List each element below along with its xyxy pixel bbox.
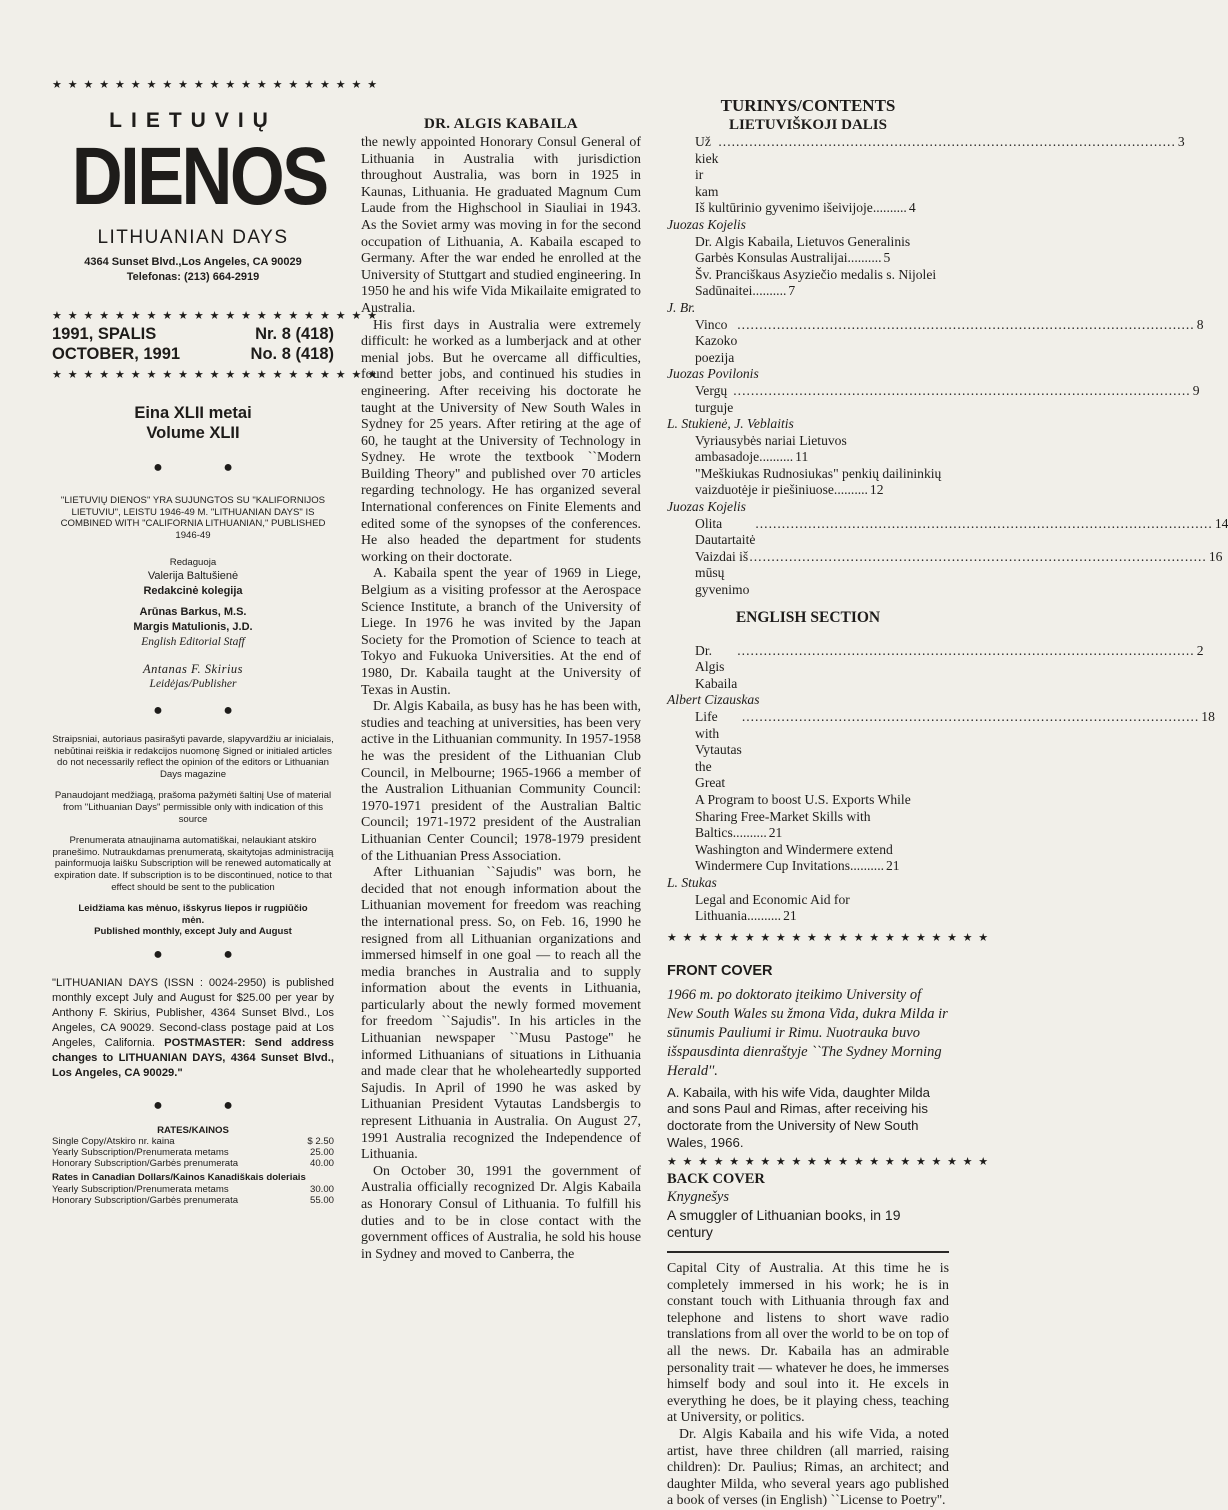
star-divider: ★★★★★★★★★★★★★★★★★★★★★	[667, 1156, 994, 1169]
back-cover-caption: A smuggler of Lithuanian books, in 19 century	[667, 1207, 901, 1241]
toc-entry-title: Legal and Economic Aid for Lithuania	[695, 891, 854, 924]
article-paragraph: His first days in Australia were extremely difficult: he worked as a lumberjack and at other menial jobs. But he overcame all difficulties, found better jobs, and continued his studies in engineering. After receiving his doctorate he taught at the University of New South Wales in Sydney for 25 years. After retiring at the age of 60, he taught at the University of Technology in Sydney. He wrote the textbook ``Modern Building Theory'' and published over 70 articles regarding technology. He has organized several International conferences on Finite Elements and edited some of the synopses of the conferences. He also headed the department for students working on their doctorate.	[361, 317, 641, 565]
issue-row-en	[52, 344, 334, 364]
edited-by-label: Redaguoja	[169, 557, 217, 569]
toc-leader-dots	[749, 549, 1206, 599]
toc-entry-title: Už kiek ir kam	[695, 134, 722, 199]
toc-en-section: ENGLISH SECTION	[735, 608, 881, 626]
star-divider: ★★★★★★★★★★★★★★★★★★★★★	[52, 310, 383, 322]
phone: Telefonas: (213) 664-2919	[126, 271, 260, 283]
toc-entry-title: Vinco Kazoko poezija	[695, 316, 741, 365]
masthead-column	[52, 78, 383, 1207]
rate-label: Yearly Subscription/Prenumerata metams	[52, 1184, 229, 1196]
back-cover-title: Knygnešys	[667, 1189, 730, 1206]
toc-entry	[667, 842, 949, 875]
toc-leader-dots: ..........	[847, 250, 882, 266]
masthead-logo: DIENOS	[71, 131, 327, 222]
divider-rule	[667, 1251, 949, 1253]
toc-entry-title: Vyriausybės nariai Lietuvos ambasadoje	[695, 432, 851, 465]
rate-row	[52, 1136, 334, 1147]
toc-entry	[667, 200, 949, 217]
article-paragraph: After Lithuanian ``Sajudis'' was born, he decided that not enough information about the Lithuanian movement for freedom was reaching the international press. So, on Feb. 16, 1990 he resigned from all Lithuanian organizations and immersed himself in one goal — to reach all the media branches in Australia and to supply information about the events in Lithuania, particularly about the newly formed movement for freedom ``Sajudis''. In his articles in the Lithuanian newspaper ``Musu Pastoge'' he informed Lithuanians of situations in Lithuania and made clear that he wholeheartedly supported Sajudis. In April of 1990 he was asked by Lithuanian President Vytautas Landsbergis to represent Lithuania in Australia. On August 27, 1991 Australia recognized the Independence of Lithuania.	[361, 865, 641, 1163]
toc-page-number: 14	[1214, 515, 1228, 531]
star-divider: ★★★★★★★★★★★★★★★★★★★★★	[52, 79, 383, 91]
toc-leader-dots: ..........	[747, 908, 782, 924]
front-cover-caption-en: A. Kabaila, with his wife Vida, daughter Milda and sons Paul and Rimas, after receiving his doctorate from the University of New South Wales, 1966.	[667, 1084, 930, 1150]
toc-leader-dots	[755, 516, 1212, 549]
toc-page-number: 16	[1208, 548, 1223, 564]
rate-label: Honorary Subscription/Garbės prenumerata	[52, 1158, 239, 1170]
toc-entry	[667, 642, 1204, 693]
toc-page-number: 12	[869, 482, 884, 498]
canadian-rates-list	[52, 1184, 334, 1206]
issue-number-en: No. 8 (418)	[250, 345, 334, 363]
toc-author: Albert Cizauskas	[667, 692, 760, 708]
toc-entry-title: A Program to boost U.S. Exports While Sharing Free-Market Skills with Baltics	[695, 791, 915, 841]
toc-entry	[667, 316, 1204, 367]
toc-entry	[667, 134, 1185, 200]
toc-entry-title: Olita Dautartaitė	[695, 515, 756, 548]
toc-leader-dots: ..........	[833, 482, 868, 498]
volume-lt: Eina XLII metai	[134, 404, 252, 422]
article-title: DR. ALGIS KABAILA	[424, 116, 578, 132]
toc-author: L. Stukas	[667, 874, 717, 890]
rate-price: 30.00	[309, 1184, 334, 1196]
toc-author: L. Stukienė, J. Veblaitis	[667, 416, 794, 432]
staff-member: Margis Matulionis, J.D.	[133, 620, 253, 633]
toc-leader-dots	[742, 709, 1199, 792]
toc-leader-dots	[733, 383, 1190, 416]
toc-entry-title: Šv. Pranciškaus Asyziečio medalis s. Nijolei Sadūnaitei	[695, 266, 940, 299]
toc-entry-title: Dr. Algis Kabaila	[695, 642, 738, 691]
staff-member: Arūnas Barkus, M.S.	[139, 605, 247, 618]
rate-label: Yearly Subscription/Prenumerata metams	[52, 1147, 229, 1159]
rate-label: Honorary Subscription/Garbės prenumerata	[52, 1195, 239, 1207]
renewal-notice: Prenumerata atnaujinama automatiškai, nelaukiant atskiro pranešimo. Nutraukdamas prenumeratą, skaitytojas administraciją painformuoja laišku Subscription will be renewed automatically at expiration date. If subscription is to be discontinued, notice to that effect should be sent to the publication	[52, 835, 334, 893]
masthead-subtitle: LITHUANIAN DAYS	[97, 227, 289, 248]
rate-price: 40.00	[309, 1158, 334, 1170]
volume-en: Volume XLII	[146, 424, 240, 442]
toc-page-number: 5	[883, 250, 891, 266]
toc-leader-dots	[737, 317, 1194, 367]
toc-entry	[667, 515, 1228, 549]
editorial-board-label: Redakcinė kolegija	[143, 584, 243, 597]
toc-page-number: 21	[768, 825, 783, 841]
toc-entry-title: Iš kultūrinio gyvenimo išeivijoje	[695, 200, 873, 216]
bullet-divider: ● ●	[153, 459, 261, 476]
rate-row	[52, 1184, 334, 1195]
toc-entry-title: Life with Vytautas the Great	[695, 709, 746, 791]
star-divider: ★★★★★★★★★★★★★★★★★★★★★	[667, 931, 994, 944]
toc-entry-title: Vaizdai iš mūsų gyvenimo	[695, 548, 752, 598]
toc-title: TURINYS/CONTENTS	[720, 96, 896, 115]
rate-row	[52, 1195, 334, 1206]
back-cover-heading: BACK COVER	[667, 1171, 765, 1188]
rate-row	[52, 1158, 334, 1169]
star-divider: ★★★★★★★★★★★★★★★★★★★★★	[52, 369, 383, 381]
article-continuation	[667, 1261, 949, 1510]
toc-entry	[667, 709, 1215, 792]
rate-label: Single Copy/Atskiro nr. kaina	[52, 1136, 175, 1148]
toc-page-number: 9	[1192, 382, 1200, 398]
issue-row-lt	[52, 324, 334, 344]
bullet-divider: ● ●	[153, 701, 261, 719]
toc-entry-title: "Meškiukas Rudnosiukas" penkių dailininkių vaizduotėje ir piešiniuose	[695, 465, 945, 498]
article-paragraph: Dr. Algis Kabaila and his wife Vida, a noted artist, have three children (all married, raising children): Dr. Paulius; Rimas, an architect; and daughter Milda, who several years ago published a book of verses (in English) ``License to Poetry''.	[667, 1427, 949, 1509]
toc-entry-title: Vergų turguje	[695, 382, 734, 415]
rates-list	[52, 1136, 334, 1169]
toc-page-number: 18	[1201, 709, 1215, 724]
bullet-divider: ● ●	[153, 1096, 261, 1114]
toc-en-list	[667, 642, 1215, 925]
toc-page-number: 11	[795, 449, 809, 465]
staff-role: English Editorial Staff	[141, 635, 245, 648]
article-paragraph: A. Kabaila spent the year of 1969 in Liege, Belgium as a visiting professor at the Aerospace Science Institute, a branch of the University of Liege. In 1976 he was invited by the Japan Society for the Promotion of Science to teach at Tokyo and Fukuoka Universities. At the end of 1980, Dr. Kabaila taught at the University of Texas in Austin.	[361, 566, 641, 698]
publisher-role: Leidėjas/Publisher	[149, 677, 237, 690]
toc-page-number: 3	[1177, 134, 1185, 149]
article-paragraph: Dr. Algis Kabaila, as busy has he has been with, studies and teaching at universities, has been very active in the Lithuanian community. In 1957-1958 he was the president of the Lithuanian Club Council, in Melbourne; 1965-1966 a member of the Australion Lithuanian Community Council: 1970-1971 president of the Australian Baltic Council; 1971-1972 president of the Australian Lithuanian Center Council; 1978-1979 president of the Lithuanian Press Association.	[361, 699, 641, 864]
toc-entry	[667, 466, 949, 499]
rate-price: 55.00	[309, 1195, 334, 1207]
rate-row	[52, 1147, 334, 1158]
toc-page-number: 21	[783, 908, 797, 924]
toc-lt-section: LIETUVIŠKOJI DALIS	[729, 117, 887, 133]
reuse-notice: Panaudojant medžiagą, prašoma pažymėti šaltinį Use of material from "Lithuanian Days" permissible only with indication of this source	[54, 790, 332, 825]
toc-leader-dots: ..........	[872, 200, 907, 216]
issue-date-en: OCTOBER, 1991	[52, 345, 181, 363]
issn-text: "LITHUANIAN DAYS (ISSN : 0024-2950) is published monthly except July and August for $25.00 per year by Anthony F. Skirius, Publisher, 4364 Sunset Blvd., Los Angeles, CA 90029. Second-class postage paid at Los Angeles, California.	[52, 976, 334, 1049]
masthead-top-word: LIETUVIŲ	[109, 109, 277, 132]
toc-entry	[667, 792, 949, 842]
issn-postmaster: POSTMASTER: Send address changes to LITHUANIAN DAYS, 4364 Sunset Blvd., Los Angeles, CA 90029."	[52, 1036, 335, 1079]
opinion-notice: Straipsniai, autoriaus pasirašyti pavarde, slapyvardžiu ar inicialais, nebūtinai reiškia ir redakcijos nuomonę Signed or initialed articles do not necessarily reflect the opinion of the editors or Lithuanian Days magazine	[52, 733, 334, 780]
rate-price: 25.00	[309, 1147, 334, 1159]
toc-leader-dots: ..........	[732, 825, 767, 841]
issue-date-lt: 1991, SPALIS	[52, 325, 157, 343]
toc-leader-dots: ..........	[850, 858, 884, 874]
article-paragraph: the newly appointed Honorary Consul General of Lithuania in Australia with jurisdiction throughout Australia, was born in 1925 in Kaunas, Lithuania. He graduated Magnum Cum Laude from the Highschool in Siauliai in 1943. As the Soviet army was moving in for the second occupation of Lithuania, A. Kabaila escaped to Germany. After the war ended he enrolled at the University of Stuttgart and studied engineering. In 1950 he and his wife Vida Mikailaite emigrated to Australia.	[361, 135, 641, 316]
front-cover-caption-lt: 1966 m. po doktorato įteikimo University of New South Wales su žmona Vida, dukra Milda ir sūnumis Pauliumi ir Rimu. Nuotrauka buvo išspausdinta dienraštyje ``The Sydney Morning Herald''.	[667, 986, 948, 1079]
toc-entry	[667, 548, 1223, 599]
toc-page-number: 4	[908, 200, 916, 216]
toc-page-number: 21	[885, 858, 900, 874]
toc-author: Juozas Kojelis	[667, 216, 746, 232]
contents-column	[667, 96, 1228, 1510]
toc-lt-list	[667, 134, 1228, 599]
monthly-notice-lt: Leidžiama kas mėnuo, išskyrus liepos ir rugpiūčio mėn.	[78, 903, 308, 926]
article-paragraph: On October 30, 1991 the government of Australia officially recognized Dr. Algis Kabaila as Honorary Consul of Lithuania. To fulfill his duties and to be in close contact with the government offices of Australia, he sold his house in Sydney and moved to Canberra, the	[361, 1163, 641, 1262]
toc-leader-dots: ..........	[752, 283, 787, 299]
toc-author: J. Br.	[667, 299, 696, 315]
toc-page-number: 8	[1196, 316, 1204, 332]
merger-notice: "LIETUVIŲ DIENOS" YRA SUJUNGTOS SU "KALIFORNIJOS LIETUVIU", LEISTU 1946-49 M. "LITHUANIAN DAYS" IS COMBINED WITH "CALIFORNIA LITHUANIAN," PUBLISHED 1946-49	[60, 495, 326, 541]
article-body	[361, 135, 641, 1263]
rates-title: RATES/KAINOS	[157, 1124, 229, 1136]
toc-leader-dots	[718, 134, 1175, 200]
editor-name: Valerija Baltušienė	[147, 569, 239, 582]
toc-leader-dots: ..........	[759, 449, 794, 465]
toc-page-number: 2	[1196, 642, 1204, 658]
toc-entry	[667, 382, 1200, 416]
canadian-rates-title: Rates in Canadian Dollars/Kainos Kanadiškais doleriais	[52, 1172, 306, 1184]
toc-entry-title: Dr. Algis Kabaila, Lietuvos Generalinis Garbės Konsulas Australijai	[695, 233, 914, 266]
front-cover-heading: FRONT COVER	[667, 962, 773, 979]
toc-entry	[667, 234, 949, 267]
toc-leader-dots	[737, 643, 1194, 693]
toc-entry	[667, 433, 949, 466]
toc-entry-title: Washington and Windermere extend Windermere Cup Invitations	[695, 841, 896, 874]
toc-entry	[667, 267, 949, 300]
bullet-divider: ● ●	[153, 945, 261, 963]
article-column	[361, 116, 641, 1263]
toc-author: Juozas Povilonis	[667, 366, 759, 382]
issue-number-lt: Nr. 8 (418)	[255, 325, 334, 343]
toc-page-number: 7	[788, 283, 796, 299]
rate-price: $ 2.50	[307, 1136, 334, 1148]
address: 4364 Sunset Blvd.,Los Angeles, CA 90029	[84, 256, 302, 268]
toc-entry	[667, 892, 949, 925]
article-paragraph: Capital City of Australia. At this time he is completely immersed in his work; he is in constant touch with Lithuania through fax and telephone and listens to short wave radio translations from all over the world to be on top of all the news. Dr. Kabaila has an admirable personality trait — whatever he does, he immerses himself body and soul into it. He excels in everything he does, be it playing chess, teaching at University, or politics.	[667, 1261, 949, 1426]
toc-author: Juozas Kojelis	[667, 499, 746, 515]
publisher-name: Antanas F. Skirius	[142, 661, 244, 676]
monthly-notice-en: Published monthly, except July and August	[94, 926, 292, 938]
issn-statement	[52, 976, 334, 1081]
